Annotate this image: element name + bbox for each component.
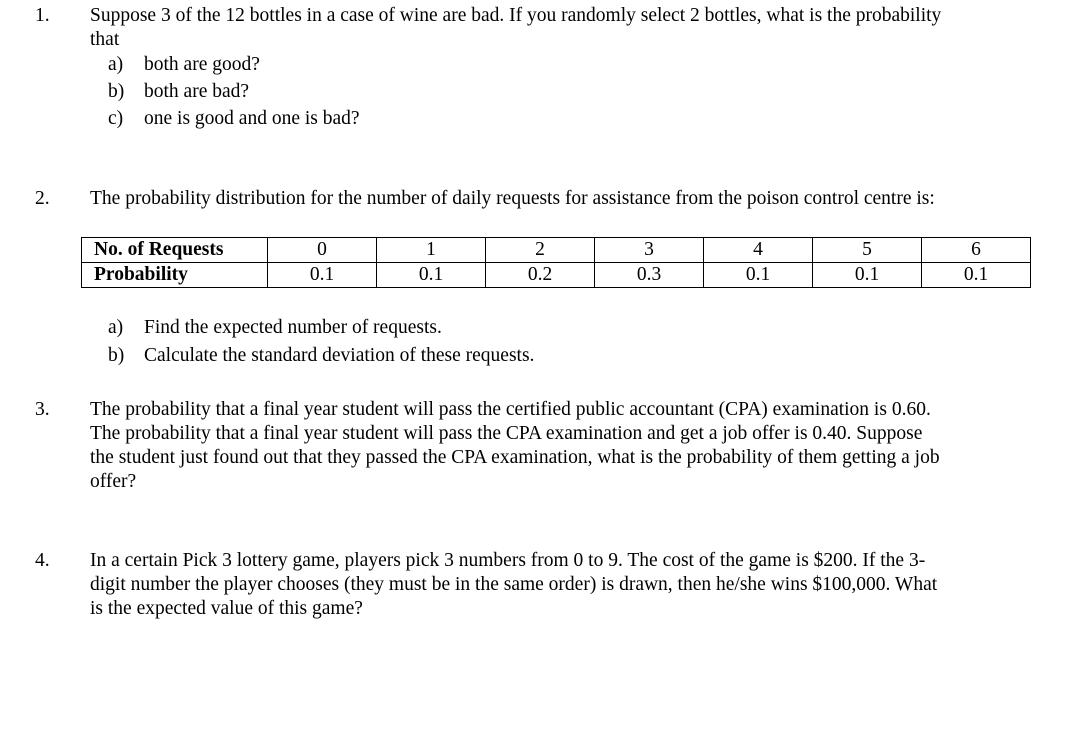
question-text [90,4,1065,52]
question-text-line: the student just found out that they passed the CPA examination, what is the probability of them getting a job [90,447,940,468]
question-text [90,549,1065,621]
table-cell: 0.2 [486,263,595,288]
table-cell: 0.1 [268,263,377,288]
table-row [82,263,1031,288]
sub-question [108,107,1008,131]
table-cell: 0 [268,238,377,263]
sub-question [108,53,1008,77]
question-text-line: The probability that a final year student will pass the CPA examination and get a job offer is 0.40. Suppose [90,423,923,444]
question-text-line: offer? [90,471,137,492]
table-cell: 2 [486,238,595,263]
sub-question-text: Calculate the standard deviation of these requests. [144,345,535,366]
question-number: 2. [35,188,50,209]
table-cell: 5 [813,238,922,263]
table-row [82,238,1031,263]
question-text-line: In a certain Pick 3 lottery game, players pick 3 numbers from 0 to 9. The cost of the game is $200. If the 3- [90,550,926,571]
row-header: No. of Requests [82,238,268,263]
question-number: 1. [35,5,50,26]
question-text-line: digit number the player chooses (they must be in the same order) is drawn, then he/she wins $100,000. What [90,574,938,595]
table-cell: 6 [922,238,1031,263]
sub-question [108,316,1008,340]
table-cell: 0.1 [704,263,813,288]
question-text-line: The probability that a final year student will pass the certified public accountant (CPA) examination is 0.60. [90,399,931,420]
probability-distribution-table [81,237,1031,288]
sub-question [108,80,1008,104]
table-cell: 3 [595,238,704,263]
question-text-line: Suppose 3 of the 12 bottles in a case of wine are bad. If you randomly select 2 bottles, what is the probability [90,5,942,26]
table-cell: 0.1 [813,263,922,288]
sub-question-label: b) [108,345,125,366]
sub-question-label: c) [108,108,124,129]
table-cell: 1 [377,238,486,263]
question-number: 4. [35,550,50,571]
sub-question-text: one is good and one is bad? [144,108,360,129]
row-header: Probability [82,263,268,288]
table-cell: 0.1 [377,263,486,288]
table-cell: 4 [704,238,813,263]
sub-question-text: both are good? [144,54,260,75]
question-text-line: that [90,29,120,50]
sub-question-text: Find the expected number of requests. [144,317,442,338]
question-text-line: is the expected value of this game? [90,598,363,619]
table-cell: 0.3 [595,263,704,288]
question-text: The probability distribution for the number of daily requests for assistance from the poison control centre is: [90,188,935,209]
sub-question-label: b) [108,81,125,102]
sub-question-label: a) [108,317,124,338]
question-number: 3. [35,399,50,420]
question-text [90,398,1065,494]
sub-question-label: a) [108,54,124,75]
sub-question [108,344,1008,368]
table-cell: 0.1 [922,263,1031,288]
sub-question-text: both are bad? [144,81,250,102]
